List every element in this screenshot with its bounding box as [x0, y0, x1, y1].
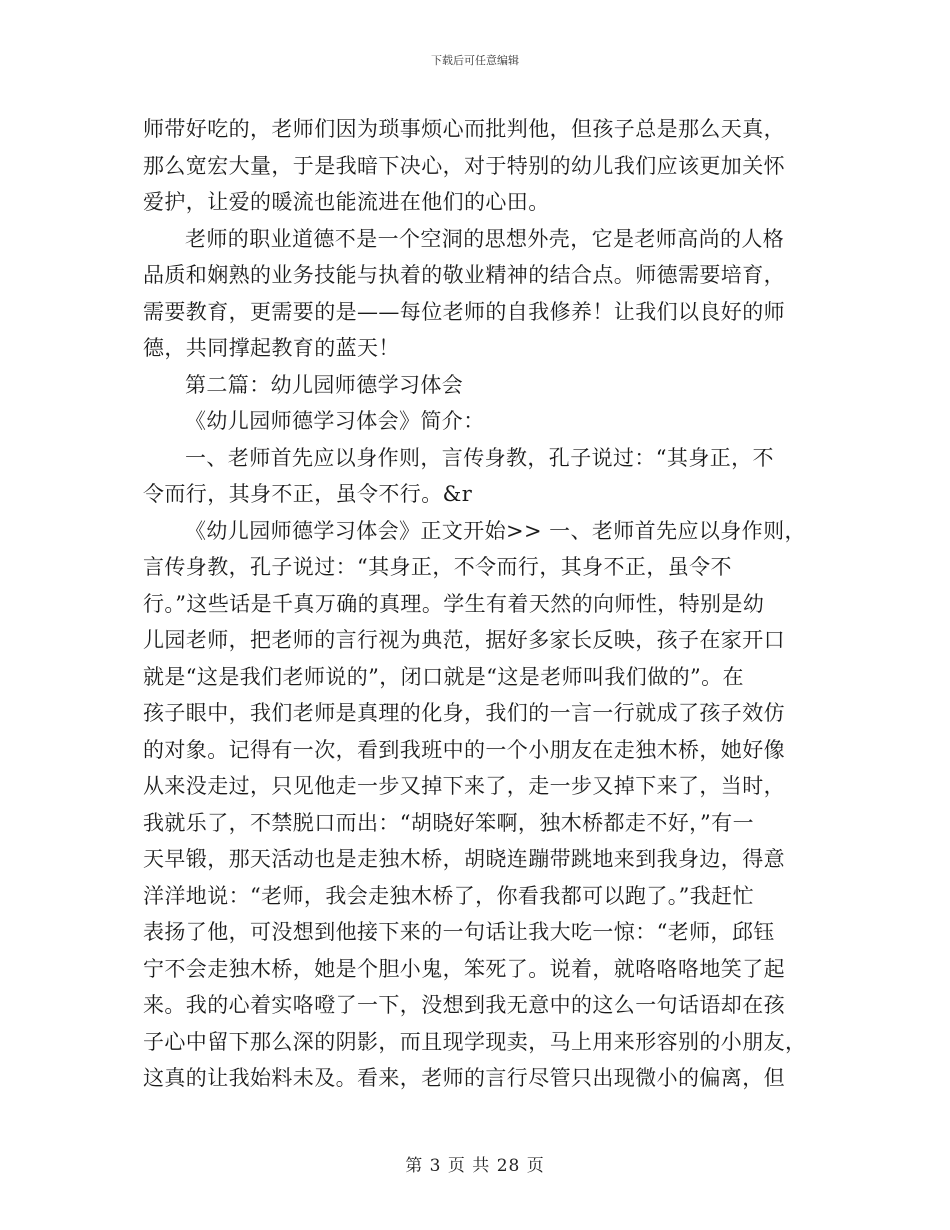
- text-line: 《幼儿园师德学习体会》正文开始>> 一、老师首先应以身作则，: [185, 518, 806, 543]
- text-line: 令而行，其身不正，虽令不行。&r: [143, 482, 473, 506]
- text-line: 我就乐了，不禁脱口而出：“胡晓好笨啊，独木桥都走不好，”有一: [143, 810, 754, 835]
- page-header: 下载后可任意编辑: [431, 54, 519, 67]
- text-line: 言传身教，孔子说过：“其身正，不令而行，其身不正，虽令不: [143, 555, 732, 579]
- text-line: 需要教育，更需要的是——每位老师的自我修养！让我们以良好的师: [143, 299, 785, 324]
- text-line: 子心中留下那么深的阴影，而且现学现卖，马上用来形容别的小朋友，: [143, 1029, 807, 1054]
- page-number-footer: 第 3 页 共 28 页: [405, 1156, 545, 1176]
- text-line: 洋洋地说：“老师，我会走独木桥了，你看我都可以跑了。”我赶忙: [143, 883, 754, 908]
- text-line: 表扬了他，可没想到他接下来的一句话让我大吃一惊：“老师，邱钰: [143, 920, 775, 944]
- text-line: 老师的职业道德不是一个空洞的思想外壳，它是老师高尚的人格: [185, 226, 785, 251]
- text-line: 这真的让我始料未及。看来，老师的言行尽管只出现微小的偏离，但: [143, 1066, 785, 1090]
- section-heading: 第二篇：幼儿园师德学习体会: [185, 372, 464, 397]
- text-line: 《幼儿园师德学习体会》简介：: [185, 409, 485, 433]
- text-line: 的对象。记得有一次，看到我班中的一个小朋友在走独木桥，她好像: [143, 737, 785, 762]
- text-line: 来。我的心着实咯噔了一下，没想到我无意中的这么一句话语却在孩: [143, 993, 785, 1017]
- document-body: [143, 111, 809, 1097]
- text-line: 孩子眼中，我们老师是真理的化身，我们的一言一行就成了孩子效仿: [143, 701, 785, 725]
- text-line: 宁不会走独木桥，她是个胆小鬼，笨死了。说着，就咯咯咯地笑了起: [143, 956, 785, 981]
- text-line: 爱护，让爱的暖流也能流进在他们的心田。: [143, 190, 550, 214]
- text-line: 行。”这些话是千真万确的真理。学生有着天然的向师性，特别是幼: [143, 591, 765, 616]
- text-line: 从来没走过，只见他走一步又掉下来了，走一步又掉下来了，当时，: [143, 774, 785, 798]
- text-line: 德，共同撑起教育的蓝天！: [143, 336, 400, 360]
- text-line: 那么宽宏大量，于是我暗下决心，对于特别的幼儿我们应该更加关怀: [143, 153, 785, 178]
- text-line: 儿园老师，把老师的言行视为典范，据好多家长反映，孩子在家开口: [143, 628, 785, 652]
- text-line: 师带好吃的，老师们因为琐事烦心而批判他，但孩子总是那么天真，: [143, 117, 785, 141]
- text-line: 一、老师首先应以身作则，言传身教，孔子说过：“其身正，不: [185, 445, 774, 470]
- text-line: 天早锻，那天活动也是走独木桥，胡晓连蹦带跳地来到我身边，得意: [143, 847, 785, 871]
- text-line: 就是“这是我们老师说的”，闭口就是“这是老师叫我们做的”。在: [143, 664, 744, 689]
- text-line: 品质和娴熟的业务技能与执着的敬业精神的结合点。师德需要培育，: [143, 263, 785, 287]
